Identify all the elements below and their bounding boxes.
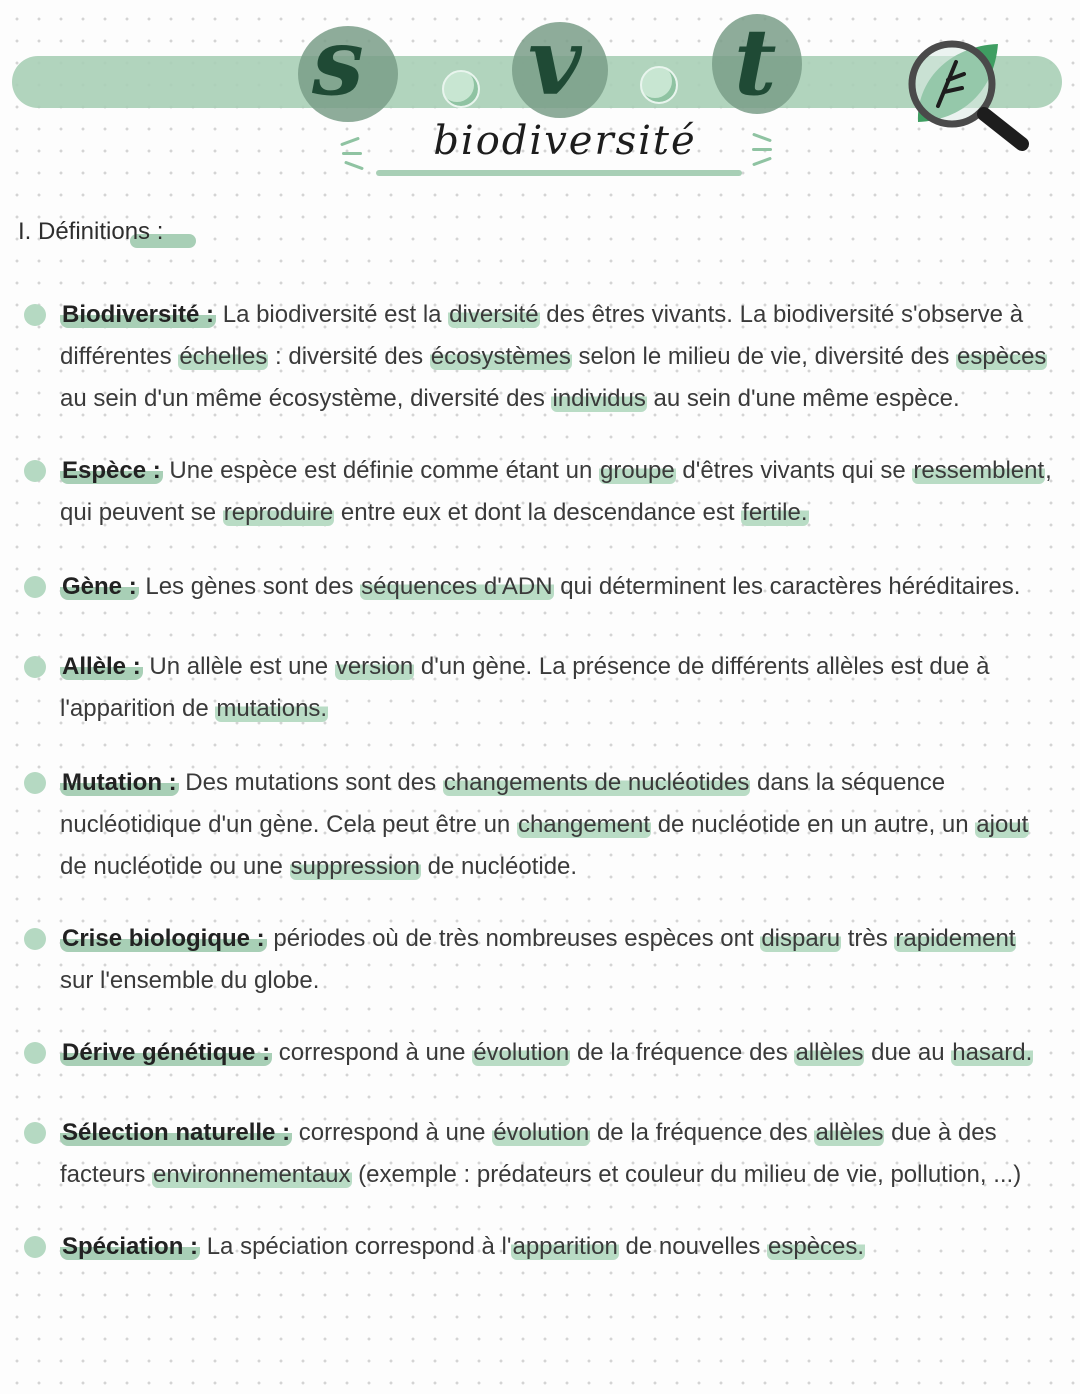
- highlighted-word: changement: [517, 811, 651, 838]
- page-subtitle: biodiversité: [433, 118, 697, 164]
- definition-text: [60, 1112, 1054, 1196]
- definition-text: [60, 646, 1054, 730]
- highlighted-word: groupe: [599, 457, 675, 484]
- definition-segment: de nucléotide ou une: [60, 853, 290, 880]
- definition-segment: très: [841, 925, 895, 952]
- definition-text: [60, 566, 1054, 608]
- bullet-dot: [24, 304, 46, 326]
- title-letter-v: v: [528, 8, 582, 116]
- definition-term: Dérive génétique :: [62, 1039, 271, 1066]
- spark-decoration: [752, 148, 772, 151]
- highlighted-word: écosystèmes: [430, 343, 571, 370]
- definition-term: Mutation :: [62, 769, 177, 796]
- definition-segment: : diversité des: [268, 343, 430, 370]
- spark-decoration: [342, 152, 362, 155]
- highlighted-word: ajout: [976, 811, 1029, 838]
- definition-text: [60, 294, 1054, 420]
- definition-term: Allèle :: [62, 653, 141, 680]
- definition-segment: Les gènes sont des: [138, 573, 361, 600]
- definition-text: [60, 1226, 1054, 1268]
- subtitle-underline: [376, 170, 742, 176]
- highlighted-word: allèles: [795, 1039, 864, 1066]
- definition-segment: d'êtres vivants qui se: [675, 457, 913, 484]
- definition-segment: de nucléotide.: [420, 853, 578, 880]
- definition-segment: sur l'ensemble du globe.: [60, 967, 320, 994]
- section-title: [18, 218, 163, 246]
- definition-term: Espèce :: [62, 457, 161, 484]
- definition-segment: au sein d'un même écosystème, diversité des: [60, 385, 552, 412]
- definition-item: [24, 1032, 1054, 1074]
- definition-term: Sélection naturelle :: [62, 1119, 291, 1146]
- definition-text: [60, 762, 1054, 888]
- highlighted-word: reproduire: [223, 499, 334, 526]
- title-letter-t: t: [734, 8, 777, 116]
- highlighted-word: mutations.: [216, 695, 328, 722]
- definition-text: [60, 450, 1054, 534]
- bullet-dot: [24, 928, 46, 950]
- magnifier-leaf-icon: [898, 22, 1038, 152]
- definition-segment: Un allèle est une: [142, 653, 335, 680]
- section-title-text: I. Définitions :: [18, 218, 164, 245]
- bullet-dot: [24, 1122, 46, 1144]
- highlighted-word: individus: [552, 385, 646, 412]
- bullet-dot: [24, 656, 46, 678]
- definition-item: [24, 294, 1054, 420]
- definition-segment: périodes où de très nombreuses espèces ont: [266, 925, 761, 952]
- highlighted-word: environnementaux: [153, 1161, 351, 1188]
- definition-item: [24, 1112, 1054, 1196]
- definition-item: [24, 1226, 1054, 1268]
- definition-segment: La spéciation correspond à l': [200, 1233, 512, 1260]
- definition-segment: due à des facteurs: [60, 1119, 997, 1188]
- definition-item: [24, 566, 1054, 608]
- highlighted-word: disparu: [761, 925, 841, 952]
- highlighted-word: hasard.: [952, 1039, 1033, 1066]
- definition-segment: correspond à une: [292, 1119, 493, 1146]
- bullet-dot: [24, 460, 46, 482]
- definition-item: [24, 918, 1054, 1002]
- definition-segment: au sein d'une même espèce.: [646, 385, 960, 412]
- definition-segment: correspond à une: [272, 1039, 473, 1066]
- highlighted-word: rapidement: [895, 925, 1016, 952]
- bullet-dot: [24, 576, 46, 598]
- definition-segment: des êtres vivants. La biodiversité s'observe à différentes: [60, 301, 1024, 370]
- bullet-dot: [24, 1236, 46, 1258]
- definition-segment: (exemple : prédateurs et couleur du milieu de vie, pollution, ...): [351, 1161, 1022, 1188]
- highlighted-word: suppression: [290, 853, 420, 880]
- highlighted-word: apparition: [512, 1233, 618, 1260]
- highlighted-word: changements de nucléotides: [443, 769, 750, 796]
- title-dot: [640, 66, 678, 104]
- definition-item: [24, 646, 1054, 730]
- definition-segment: de nouvelles: [618, 1233, 767, 1260]
- highlighted-word: séquences d'ADN: [361, 573, 553, 600]
- highlighted-word: diversité: [449, 301, 539, 328]
- definition-segment: La biodiversité est la: [216, 301, 449, 328]
- bullet-dot: [24, 772, 46, 794]
- highlighted-word: évolution: [493, 1119, 590, 1146]
- definition-segment: selon le milieu de vie, diversité des: [571, 343, 957, 370]
- definition-segment: Une espèce est définie comme étant un: [162, 457, 599, 484]
- definition-segment: qui déterminent les caractères héréditaires.: [553, 573, 1021, 600]
- definition-item: [24, 450, 1054, 534]
- definition-term: Crise biologique :: [62, 925, 265, 952]
- definition-segment: Des mutations sont des: [178, 769, 443, 796]
- highlighted-word: espèces: [957, 343, 1047, 370]
- definition-segment: , qui peuvent se: [60, 457, 1052, 526]
- definition-text: [60, 1032, 1054, 1074]
- definition-segment: de nucléotide en un autre, un: [651, 811, 976, 838]
- highlighted-word: espèces.: [768, 1233, 865, 1260]
- highlighted-word: version: [335, 653, 414, 680]
- title-letter-s: s: [312, 8, 364, 116]
- highlighted-word: échelles: [179, 343, 268, 370]
- highlighted-word: évolution: [473, 1039, 570, 1066]
- title-dot: [442, 70, 480, 108]
- definition-segment: de la fréquence des: [590, 1119, 815, 1146]
- definition-segment: due au: [864, 1039, 952, 1066]
- definition-term: Biodiversité :: [62, 301, 215, 328]
- definition-segment: de la fréquence des: [570, 1039, 795, 1066]
- definition-segment: dans la séquence nucléotidique d'un gène. Cela peut être un: [60, 769, 946, 838]
- highlighted-word: allèles: [815, 1119, 884, 1146]
- definition-item: [24, 762, 1054, 888]
- definition-segment: entre eux et dont la descendance est: [334, 499, 742, 526]
- highlighted-word: fertile.: [742, 499, 808, 526]
- definition-segment: d'un gène. La présence de différents allèles est due à l'apparition de: [60, 653, 990, 722]
- definition-term: Gène :: [62, 573, 137, 600]
- bullet-dot: [24, 1042, 46, 1064]
- definition-term: Spéciation :: [62, 1233, 199, 1260]
- definition-text: [60, 918, 1054, 1002]
- highlighted-word: ressemblent: [913, 457, 1045, 484]
